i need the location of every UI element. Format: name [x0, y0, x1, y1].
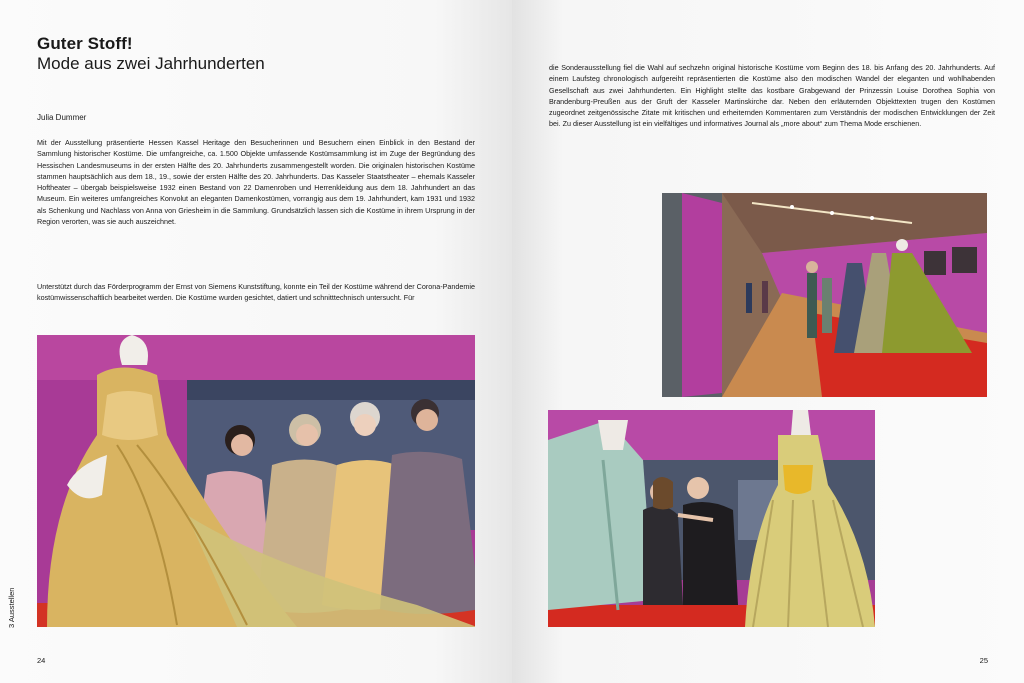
right-page	[512, 0, 1024, 683]
article-title: Guter Stoff!	[37, 34, 133, 53]
gold-gown-costumed-women-photo	[37, 335, 475, 627]
body-paragraph-3: die Sonderausstellung fiel die Wahl auf sechzehn original historische Kostüme vom Beginn des 18. bis Anfang des 20. Jahrhunderts. Auf einem Laufsteg chronologisch aufgereiht repräsentierten die Kostüme also den modischen Wandel der eleganten und wohlhabenden Gesellschaft aus zwei Jahrhunderten. Ein Highlight stellte das kostbare Grabgewand der Prinzessin Louise Dorothea Sophia von Brandenburg-Preußen aus der Gruft der Kasseler Martinskirche dar. Neben den erläuternden Objekttexten trugen den Kostümen zugeordnet zeitgenössische Zitate mit kritischen und erheiternden Kommentaren zum Verständnis der modischen Entwicklungen der Zeit bei. Zu dieser Ausstellung ist ein vielfältiges und informatives Journal als „more about“ zum Thema Mode erschienen.	[549, 63, 995, 129]
body-paragraph-2: Unterstützt durch das Förderprogramm der Ernst von Siemens Kunststiftung, konnte ein Teil der Kostüme während der Corona-Pandemie kostümwissenschaftlich bearbeitet werden. Die Kostüme wurden gesichtet, datiert und schnitttechnisch untersucht. Für	[37, 282, 475, 303]
visitors-pointing-at-costumes-photo	[548, 410, 875, 627]
body-paragraph-1: Mit der Ausstellung präsentierte Hessen Kassel Heritage den Besucherinnen und Besuchern einen Einblick in den Bestand der Sammlung historischer Kostüme. Die umfangreiche, ca. 1.500 Objekte umfassende Kostümsammlung ist im Zuge der Begründung des Hessischen Landesmuseums in der ersten Hälfte des 20. Jahrhunderts zusammengestellt worden. Die originalen historischen Kostüme stammen hauptsächlich aus dem 18., 19., sowie der ersten Hälfte des 20. Jahrhunderts. Das Kasseler Staatstheater – ehemals Kasseler Hoftheater – übergab beispielsweise 1932 einen Bestand von 22 Damenroben und Herrenkleidung aus dem 18. Jahrhundert an das Museum. Ein weiteres umfangreiches Konvolut an eleganten Damenkostümen, vorrangig aus dem 19. Jahrhundert, kam 1931 und 1932 als Schenkung und Nachlass von Anna von Griesheim in die Sammlung. Grundsätzlich lassen sich die Kostüme in ihrem Ursprung in der Region verorten, was sie auch auszeichnet.	[37, 138, 475, 227]
author-name: Julia Dummer	[37, 113, 87, 122]
article-subtitle: Mode aus zwei Jahrhunderten	[37, 54, 265, 73]
exhibition-hall-runway-photo	[662, 193, 987, 397]
page-number-left: 24	[37, 656, 46, 665]
section-label: 3 Ausstellen	[7, 587, 16, 628]
page-number-right: 25	[979, 656, 988, 665]
